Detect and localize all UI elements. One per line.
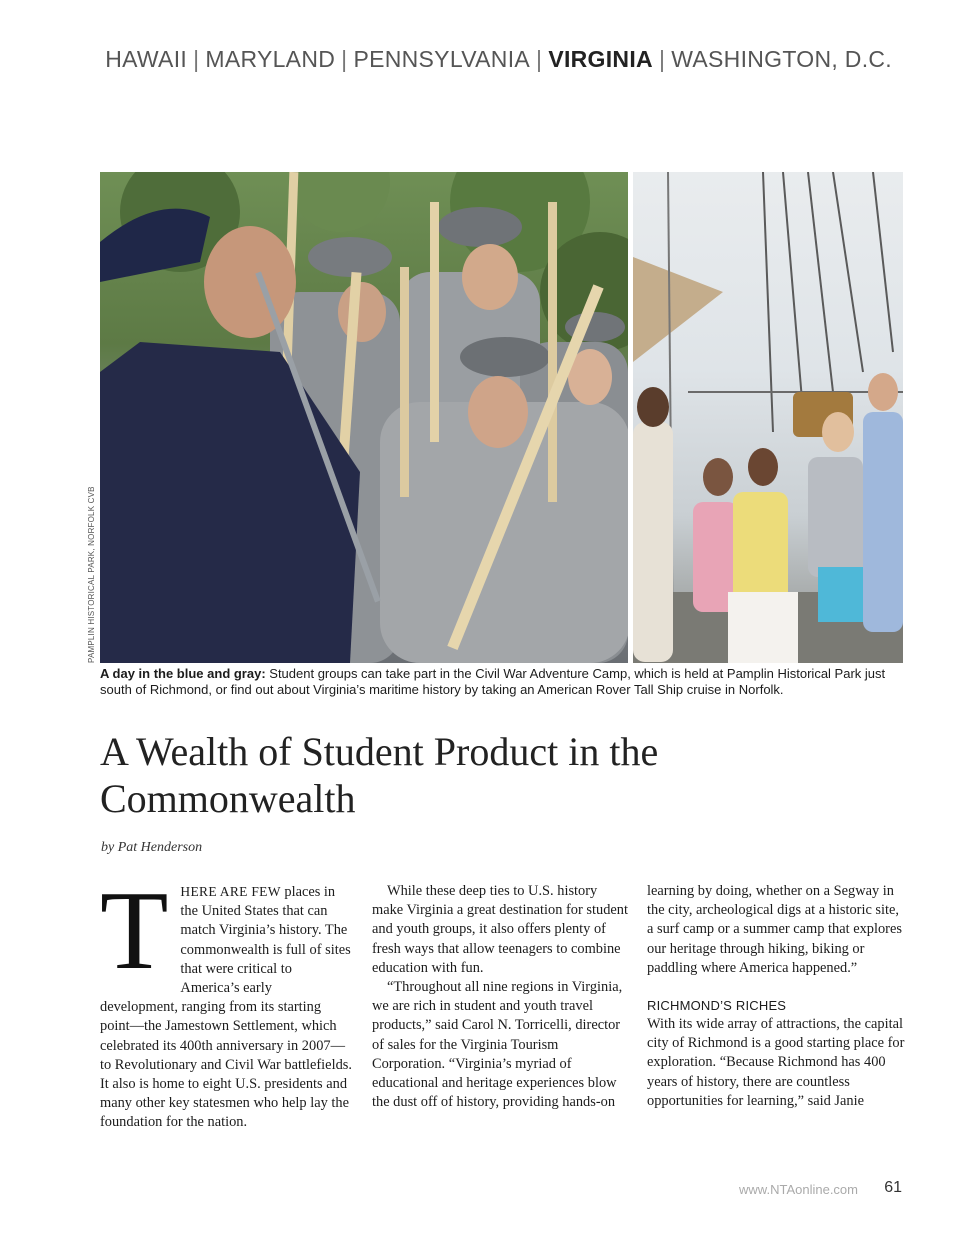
nav-state-pennsylvania: PENNSYLVANIA (353, 46, 531, 72)
article-column-2 (372, 882, 630, 1112)
article-lead-paragraph (100, 869, 352, 1133)
nav-state-maryland: MARYLAND (205, 46, 336, 72)
page-number: 61 (884, 1179, 902, 1196)
caption-text: Student groups can take part in the Civil War Adventure Camp, which is held at Pamplin Historical Park just south of Richmond, or find out about Virginia’s maritime history by taking an American Rover Tall Ship cruise in Norfolk. (100, 666, 886, 697)
state-navigation (105, 46, 892, 73)
article-column-3 (647, 882, 905, 1111)
nav-separator: | (536, 46, 543, 72)
caption-lead: A day in the blue and gray: (100, 666, 266, 681)
section-subhead: RICHMOND’S RICHES (647, 998, 787, 1014)
nav-separator: | (193, 46, 200, 72)
lead-in-caps: HERE ARE FEW (180, 884, 281, 899)
article-paragraph: With its wide array of attractions, the capital city of Richmond is a good starting place for exploration. “Because Richmond has 400 years of history, there are countless opportunities for learning,” said Janie (647, 1016, 905, 1109)
article-byline: by Pat Henderson (101, 840, 203, 855)
nav-separator: | (658, 46, 666, 72)
photo-credit: PAMPLIN HISTORICAL PARK, NORFOLK CVB (87, 486, 96, 663)
article-paragraph: While these deep ties to U.S. history make Virginia a great destination for student and youth groups, it also offers plenty of fresh ways that allow teenagers to combine education with fun. (372, 883, 628, 976)
tall-ship-photo (633, 172, 903, 663)
article-paragraph: “Throughout all nine regions in Virginia, we are rich in student and youth travel products,” said Carol N. Torricelli, director of sales for the Virginia Tourism Corporation. “Virginia’s myriad of educational and heritage experiences blow the dust off of history, providing hands-on (372, 979, 623, 1111)
article-headline: A Wealth of Student Product in the Commonwealth (100, 729, 659, 821)
nav-state-washington-dc: WASHINGTON, D.C. (671, 46, 892, 72)
civil-war-camp-illustration (100, 172, 628, 663)
nav-state-hawaii: HAWAII (105, 46, 188, 72)
photo-caption (100, 666, 900, 698)
nav-separator: | (341, 46, 348, 72)
tall-ship-illustration (633, 172, 903, 663)
civil-war-camp-photo (100, 172, 628, 663)
drop-cap: T (100, 869, 169, 993)
nav-state-virginia-active: VIRGINIA (548, 46, 653, 72)
article-paragraph: learning by doing, whether on a Segway in the city, archeological digs at a historic site, a surf camp or a summer camp that explores our heritage through hiking, biking or paddling where America happened.” (647, 883, 902, 976)
lead-paragraph-text: places in the United States that can match Virginia’s history. The commonwealth is full of sites that were critical to America’s early development, ranging from its starting point—the Jamestown Settlement, which celebrated its 400th anniversary in 2007—to Revolutionary and Civil War battlefields. It also is home to eight U.S. presidents and many other key statesmen who help lay the foundation for the nation. (100, 884, 352, 1131)
article-column-1 (100, 869, 352, 1133)
footer-website-link[interactable]: www.NTAonline.com (739, 1182, 858, 1197)
